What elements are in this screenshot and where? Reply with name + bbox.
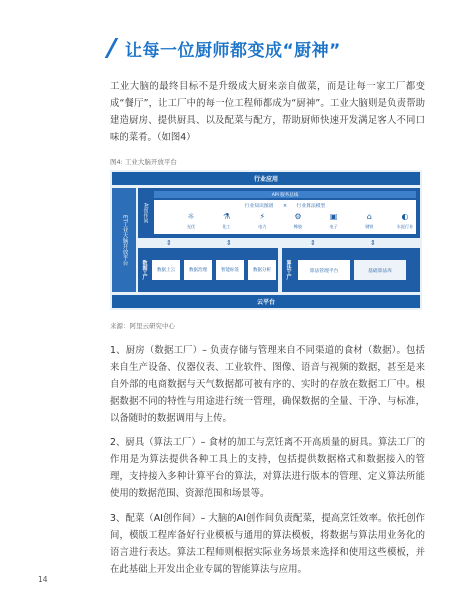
data-factory-items (152, 260, 276, 280)
algorithm-item: 基础算法库 (354, 260, 406, 280)
gear-icon: ⚙ (294, 212, 302, 221)
knowledge-graph-label: 行业知识图谱 (244, 204, 274, 209)
cloud-platform-bar: 云平台 (112, 295, 420, 308)
industry-label: 水泥行业 (396, 224, 414, 229)
data-factory-label: 数据工厂 (141, 260, 148, 280)
et-platform-label: ET工业大脑开放平台 (112, 188, 136, 292)
industry-item (392, 211, 418, 230)
flow-arrows (138, 239, 420, 247)
up-down-arrow-icon: ⇕ (226, 239, 232, 247)
title-slash-mark (105, 38, 119, 58)
library-row (154, 202, 416, 209)
paragraph-kitchen: 1、厨房（数据工厂）– 负责存储与管理来自不同渠道的食材（数据）。包括来自生产设备、仪器仪表、工业软件、图像、语音与视频的数据，甚至是来自外部的电商数据与天气数据都可被有序的、实时的存放在数据工厂中。根据数据不同的特性与用途进行统一管理，确保数据的全量、干净、与标准，以备随时的数据调用与上传。 (110, 345, 425, 424)
water-icon: ◐ (401, 212, 409, 221)
algorithm-item: 算法管理平台 (298, 260, 350, 280)
data-item: 智能标签 (216, 260, 244, 280)
industry-item (214, 211, 240, 230)
industry-label: 橡胶 (293, 224, 303, 229)
industry-item (178, 211, 204, 230)
platform-diagram (110, 170, 422, 310)
ai-studio-label: AI创作间 (142, 203, 149, 223)
page-number: 14 (38, 575, 48, 584)
industry-label: 光伏 (186, 224, 196, 229)
algorithm-factory-label: 算法工厂 (285, 260, 292, 280)
intro-paragraph: 工业大脑的最终目标不是升级成大厨来亲自做菜，而是让每一家工厂都变成“餐厅”，让工厂中的每一位工程师都成为“厨神”。工业大脑则是负责帮助建造厨房、提供厨具、以及配菜与配方，帮助厨师快速开发满足客人不同口味的菜肴。（如图4） (110, 81, 425, 143)
data-item: 数据分析 (248, 260, 276, 280)
industry-item (249, 211, 275, 230)
industry-icon-row (178, 211, 418, 230)
up-down-arrow-icon: ⇕ (370, 239, 376, 247)
industry-apps-bar: 行业应用 (112, 172, 420, 185)
data-item: 数据治理 (184, 260, 212, 280)
industry-item (356, 211, 382, 230)
industry-label: 钢铁 (365, 224, 374, 229)
figure-caption: 图4: 工业大脑开放平台 (110, 158, 177, 166)
paragraph-side-dishes: 3、配菜（AI创作间）– 大脑的AI创作间负责配菜，提高烹饪效率。依托创作间，模版工程库备好行业模板与通用的算法模板，将数据与算法用业务化的语言进行表达。算法工程师则根据实际业务场景来选择和使用这些模板，并在此基础上开发出企业专属的智能算法与应用。 (110, 513, 425, 575)
section-title-text: 让每一位厨师都变成“厨神” (125, 40, 341, 61)
industry-label: 化工 (222, 224, 231, 229)
algorithm-factory-items (298, 260, 406, 280)
industry-label: 电子 (329, 224, 338, 229)
paragraph-cookware: 2、厨具（算法工厂）– 食材的加工与烹饪离不开高质量的厨具。算法工厂的作用是为算法提供各种工具上的支持，包括提供数据格式和数据接入的管理，支持接入多种计算平台的算法，对算法进行版本的管理、定义算法所能使用的数据范围、资源范围和场景等。 (110, 437, 425, 499)
algorithm-model-label: 行业算法模型 (296, 204, 326, 209)
chip-icon: ▣ (329, 212, 338, 221)
industry-item (285, 211, 311, 230)
flask-icon: ⚗ (223, 212, 231, 221)
industry-label: 电力 (258, 224, 267, 229)
factory-icon: ⌂ (366, 212, 372, 221)
sun-icon: ☼ (187, 212, 195, 221)
industry-item (321, 211, 347, 230)
up-down-arrow-icon: ⇕ (166, 239, 172, 247)
up-down-arrow-icon: ⇕ (310, 239, 316, 247)
section-title (110, 36, 341, 60)
ai-studio-inner (154, 200, 416, 234)
figure-source: 来源：阿里云研究中心 (110, 322, 175, 330)
cross-sign: × (282, 204, 288, 209)
api-bus-bar: API 服务总线 (154, 191, 416, 198)
lightning-icon: ⚡ (259, 212, 266, 221)
data-item: 数据上云 (152, 260, 180, 280)
